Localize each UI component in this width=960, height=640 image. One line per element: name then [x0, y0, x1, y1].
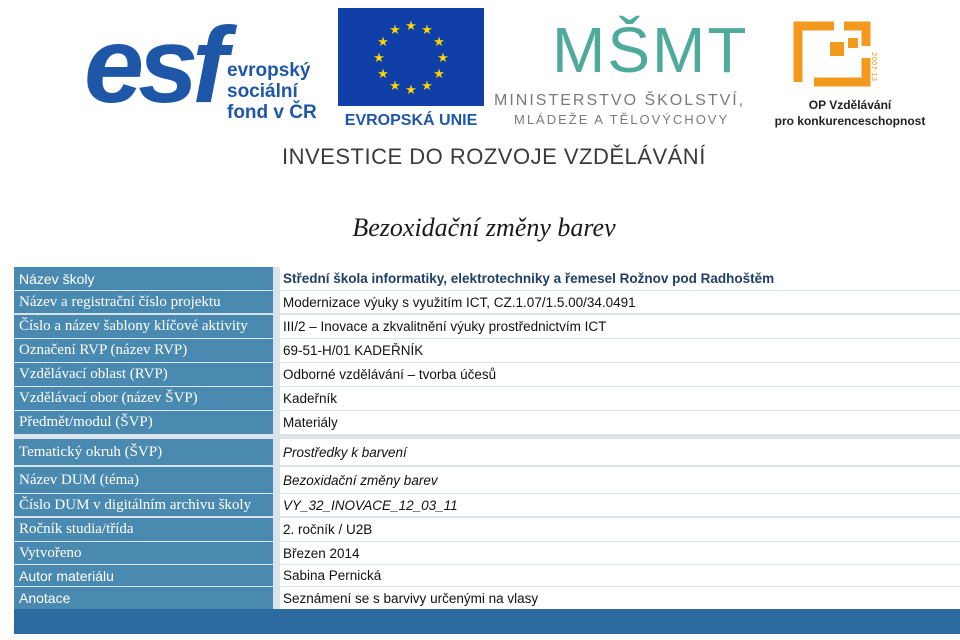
svg-text:★: ★	[421, 79, 433, 94]
eu-logo	[338, 8, 484, 128]
table-row	[14, 565, 960, 586]
table-row	[14, 315, 960, 338]
op-line-2: pro konkurenceschopnost	[774, 114, 926, 128]
row-value: Modernizace výuky s využitím ICT, CZ.1.07/1.5.00/34.0491	[280, 291, 960, 313]
table-row	[14, 542, 960, 564]
row-value: Střední škola informatiky, elektrotechniky a řemesel Rožnov pod Radhoštěm	[280, 267, 960, 290]
row-label: Číslo DUM v digitálním archivu školy	[14, 494, 273, 516]
op-line-1: OP Vzdělávání	[808, 98, 892, 112]
info-table	[14, 267, 960, 634]
row-label: Předmět/modul (ŠVP)	[14, 411, 273, 434]
row-label: Vzdělávací oblast (RVP)	[14, 363, 273, 386]
svg-text:★: ★	[373, 51, 385, 66]
op-frame-icon	[784, 12, 880, 96]
eu-flag-icon	[338, 8, 484, 106]
row-label: Název a registrační číslo projektu	[14, 291, 273, 313]
esf-line-2: sociální	[227, 81, 298, 102]
header-logos	[0, 0, 960, 169]
row-label: Anotace	[14, 587, 273, 609]
row-label: Název školy	[14, 267, 273, 290]
esf-letters: esf	[84, 4, 223, 125]
page-title: Bezoxidační změny barev	[352, 213, 616, 242]
row-label: Číslo a název šablony klíčové aktivity	[14, 315, 273, 338]
table-row	[14, 267, 960, 290]
svg-text:★: ★	[421, 23, 433, 38]
row-value: 2. ročník / U2B	[280, 518, 960, 541]
row-label: Tematický okruh (ŠVP)	[14, 439, 273, 465]
row-value: Prostředky k barvení	[280, 439, 960, 465]
table-row	[14, 291, 960, 313]
svg-text:★: ★	[433, 35, 445, 50]
row-label: Označení RVP (název RVP)	[14, 339, 273, 362]
table-row	[14, 439, 960, 465]
esf-logo	[84, 6, 324, 132]
slogan: INVESTICE DO ROZVOJE VZDĚLÁVÁNÍ	[282, 144, 706, 169]
svg-text:★: ★	[405, 83, 417, 98]
svg-text:★: ★	[405, 19, 417, 34]
op-logo	[760, 6, 940, 132]
table-row	[14, 411, 960, 434]
row-value: Sabina Pernická	[280, 565, 960, 586]
row-value: III/2 – Inovace a zkvalitnění výuky prostřednictvím ICT	[280, 315, 960, 338]
table-row	[14, 494, 960, 516]
row-label: Vytvořeno	[14, 542, 273, 564]
msmt-logo	[490, 6, 750, 136]
table-row	[14, 467, 960, 493]
svg-text:★: ★	[377, 35, 389, 50]
row-value: Materiály	[280, 411, 960, 434]
table-row	[14, 363, 960, 386]
row-value: Odborné vzdělávání – tvorba účesů	[280, 363, 960, 386]
row-value: Kadeřník	[280, 387, 960, 410]
op-years: 2007-13	[870, 52, 878, 82]
svg-text:★: ★	[437, 51, 449, 66]
row-label: Autor materiálu	[14, 565, 273, 586]
esf-line-3: fond v ČR	[227, 102, 317, 123]
row-label: Název DUM (téma)	[14, 467, 273, 493]
svg-text:★: ★	[389, 23, 401, 38]
esf-line-1: evropský	[227, 60, 311, 81]
eu-label: EVROPSKÁ UNIE	[344, 112, 478, 129]
msmt-mark: MŠMT	[552, 14, 749, 86]
row-value: Březen 2014	[280, 542, 960, 564]
esf-caption	[227, 60, 317, 123]
msmt-line-1: MINISTERSTVO ŠKOLSTVÍ,	[494, 92, 746, 109]
row-value: Seznámení se s barvivy určenými na vlasy	[280, 587, 960, 609]
table-row	[14, 387, 960, 410]
table-row	[14, 339, 960, 362]
svg-text:★: ★	[433, 67, 445, 82]
svg-text:★: ★	[377, 67, 389, 82]
row-label: Vzdělávací obor (název ŠVP)	[14, 387, 273, 410]
row-value: VY_32_INOVACE_12_03_11	[280, 494, 960, 516]
row-value: 69-51-H/01 KADEŘNÍK	[280, 339, 960, 362]
svg-text:★: ★	[389, 79, 401, 94]
table-footer-bar	[14, 609, 960, 634]
table-row	[14, 587, 960, 609]
msmt-line-2: MLÁDEŽE A TĚLOVÝCHOVY	[514, 112, 730, 127]
row-label: Ročník studia/třída	[14, 518, 273, 541]
table-row	[14, 518, 960, 541]
row-value: Bezoxidační změny barev	[280, 467, 960, 493]
